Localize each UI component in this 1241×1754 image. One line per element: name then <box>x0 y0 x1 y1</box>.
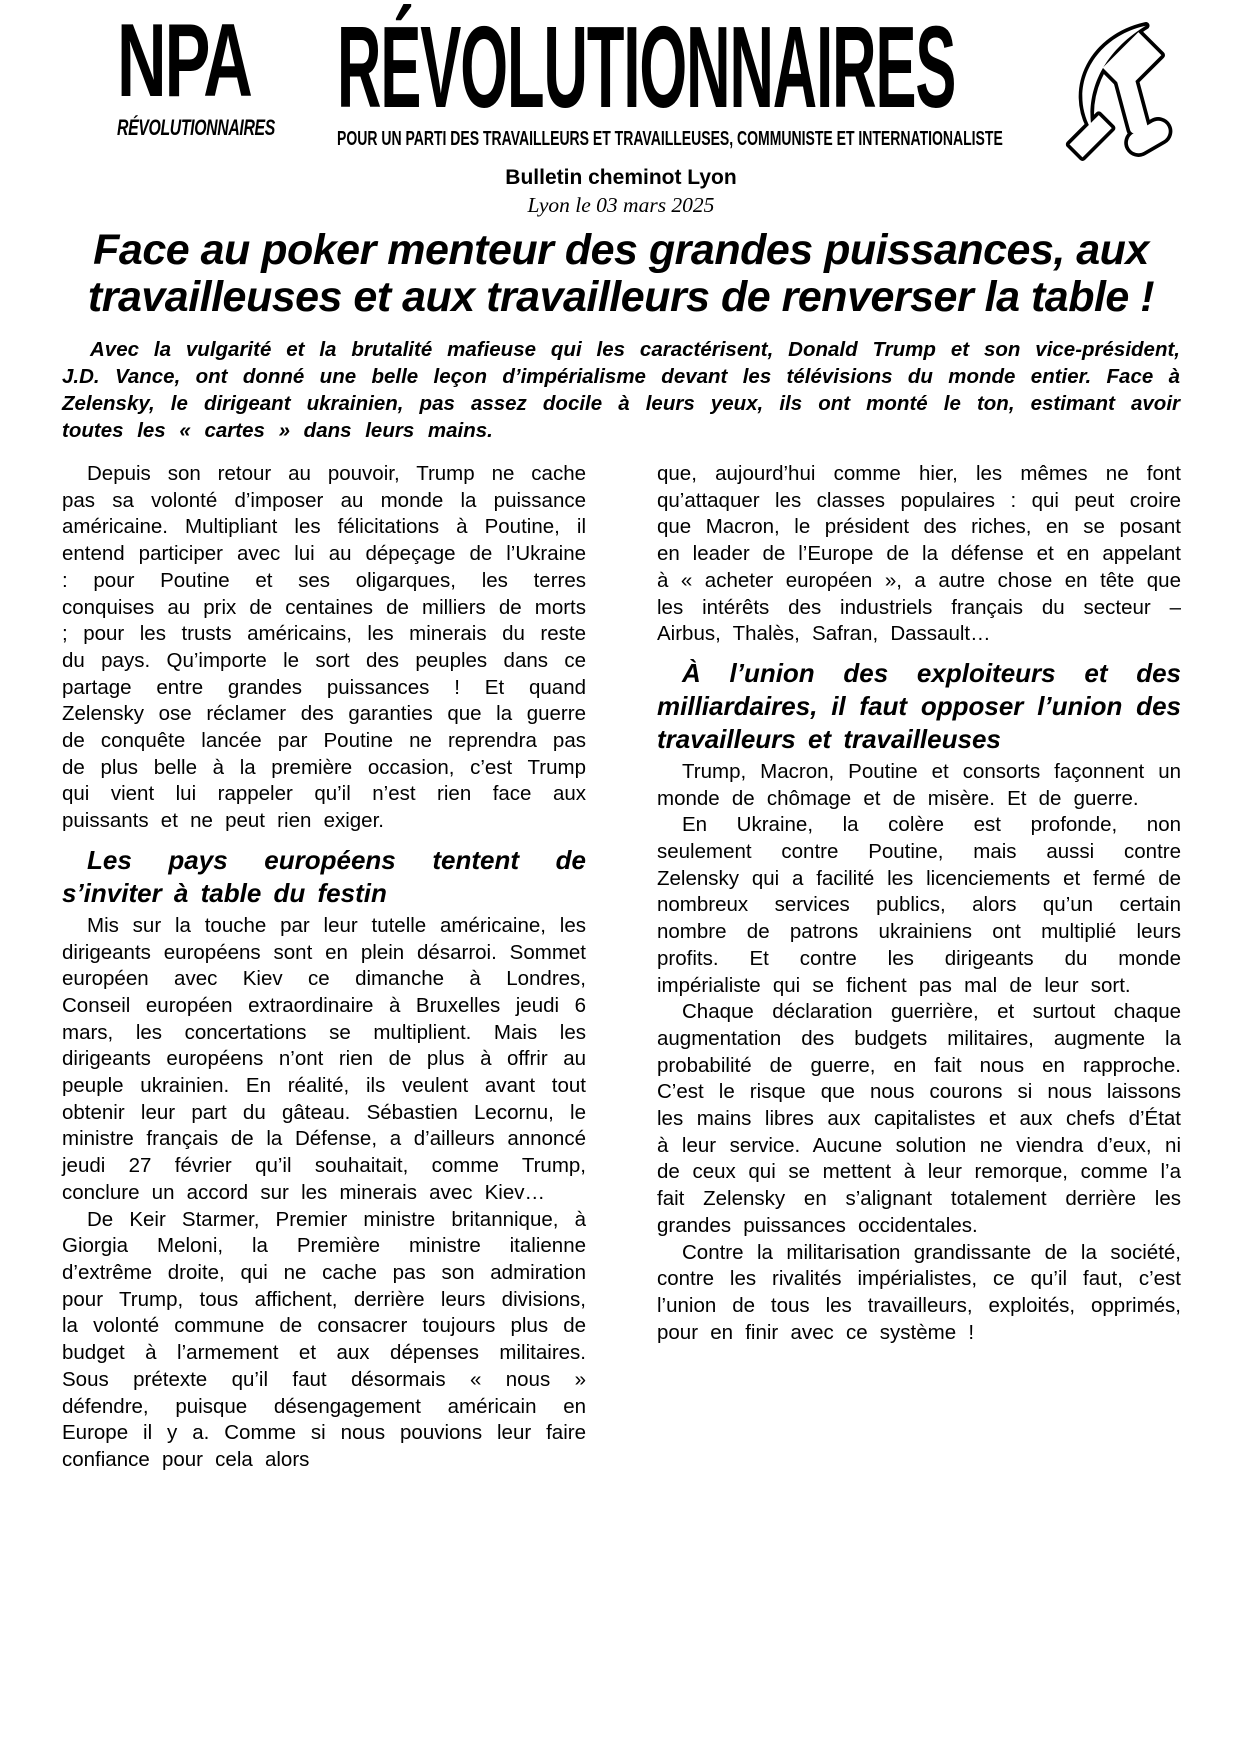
hammer-and-sickle-icon <box>1050 18 1180 165</box>
dateline: Lyon le 03 mars 2025 <box>527 193 715 217</box>
section-heading: À l’union des exploiteurs et des milliardaires, il faut opposer l’union des travailleurs et travailleuses <box>657 657 1181 754</box>
body-paragraph: Depuis son retour au pouvoir, Trump ne cache pas sa volonté d’imposer au monde la puissance américaine. Multipliant les félicitations à Poutine, il entend participer avec lui au dépeçage de l’Ukraine : pour Poutine et ses oligarques, les terres conquises au prix de centaines de milliers de morts ; pour les trusts américains, les minerais du reste du pays. Qu’importe le sort des peuples dans ce partage entre grandes puissances ! Et quand Zelensky ose réclamer des garanties que la guerre de conquête lancée par Poutine ne reprendra pas de plus belle à la première occasion, c’est Trump qui vient lui rappeler qu’il n’est rien face aux puissants et ne peut rien exiger. <box>62 462 586 833</box>
body-paragraph: Contre la militarisation grandissante de la société, contre les rivalités impérialistes, ce qu’il faut, c’est l’union de tous les travailleurs, exploités, opprimés, pour en finir avec ce système ! <box>657 1240 1181 1344</box>
npa-logo-acronym: NPA <box>117 3 251 119</box>
masthead-subtitle: POUR UN PARTI DES TRAVAILLEURS ET TRAVAILLEUSES, COMMUNISTE ET INTERNATIONALISTE <box>337 128 1003 150</box>
headline: Face au poker menteur des grandes puissances, aux travailleuses et aux travailleurs de renverser la table ! <box>87 226 1155 321</box>
npa-logo-subline: RÉVOLUTIONNAIRES <box>117 115 275 140</box>
content-columns <box>62 461 1180 1474</box>
body-paragraph: Mis sur la touche par leur tutelle américaine, les dirigeants européens sont en plein désarroi. Sommet européen avec Kiev ce dimanche à Londres, Conseil européen extraordinaire à Bruxelles jeudi 6 mars, les concertations se multiplient. Mais les dirigeants européens n’ont rien de plus à offrir au peuple ukrainien. En réalité, ils veulent avant tout obtenir leur part du gâteau. Sébastien Lecornu, le ministre français de la Défense, a d’ailleurs annoncé jeudi 27 février qu’il souhaitait, comme Trump, conclure un accord sur les minerais avec Kiev… <box>62 913 586 1204</box>
body-paragraph: Trump, Macron, Poutine et consorts façonnent un monde de chômage et de misère. Et de guerre. <box>657 759 1181 810</box>
body-paragraph: De Keir Starmer, Premier ministre britannique, à Giorgia Meloni, la Première ministre italienne d’extrême droite, qui ne cache pas son admiration pour Trump, tous affichent, derrière leurs divisions, la volonté commune de consacrer toujours plus de budget à l’armement et aux dépenses militaires. Sous prétexte qu’il faut désormais « nous » défendre, puisque désengagement américain en Europe il y a. Comme si nous pouvions leur faire confiance pour cela alors <box>62 1207 586 1471</box>
bulletin-name: Bulletin cheminot Lyon <box>505 166 737 189</box>
column-left <box>62 461 586 1474</box>
body-paragraph: Chaque déclaration guerrière, et surtout chaque augmentation des budgets militaires, augmente la probabilité de guerre, en fait nous en rapproche. C’est le risque que nous courons si nous laissons les mains libres aux capitalistes et aux chefs d’État à leur service. Aucune solution ne viendra d’eux, ni de ceux qui se mettent à leur remorque, comme l’a fait Zelensky en s’alignant totalement derrière les grandes puissances occidentales. <box>657 1000 1181 1237</box>
body-paragraph-continuation: que, aujourd’hui comme hier, les mêmes ne font qu’attaquer les classes populaires : qui peut croire que Macron, le président des riches, en se posant en leader de l’Europe de la défense et en appelant à « acheter européen », a autre chose en tête que les intérêts des industriels français du secteur – Airbus, Thalès, Safran, Dassault… <box>657 462 1181 646</box>
lede-paragraph: Avec la vulgarité et la brutalité mafieuse qui les caractérisent, Donald Trump et son vice-président, J.D. Vance, ont donné une belle leçon d’impérialisme devant les télévisions du monde entier. Face à Zelensky, le dirigeant ukrainien, pas assez docile à leurs yeux, ils ont monté le ton, estimant avoir toutes les « cartes » dans leurs mains. <box>62 338 1180 442</box>
section-heading: Les pays européens tentent de s’inviter à table du festin <box>62 844 586 908</box>
npa-logo <box>117 3 275 141</box>
masthead-title-block <box>337 2 1003 151</box>
body-paragraph: En Ukraine, la colère est profonde, non seulement contre Poutine, mais aussi contre Zelensky qui a facilité les licenciements et fermé de nombreux services publics, alors qu’un certain nombre de patrons ukrainiens ont multiplié leurs profits. Et contre les dirigeants du monde impérialiste qui se fichent pas mal de leur sort. <box>657 813 1181 997</box>
masthead <box>62 2 1180 166</box>
column-right <box>657 461 1181 1474</box>
masthead-title: RÉVOLUTIONNAIRES <box>337 2 956 132</box>
